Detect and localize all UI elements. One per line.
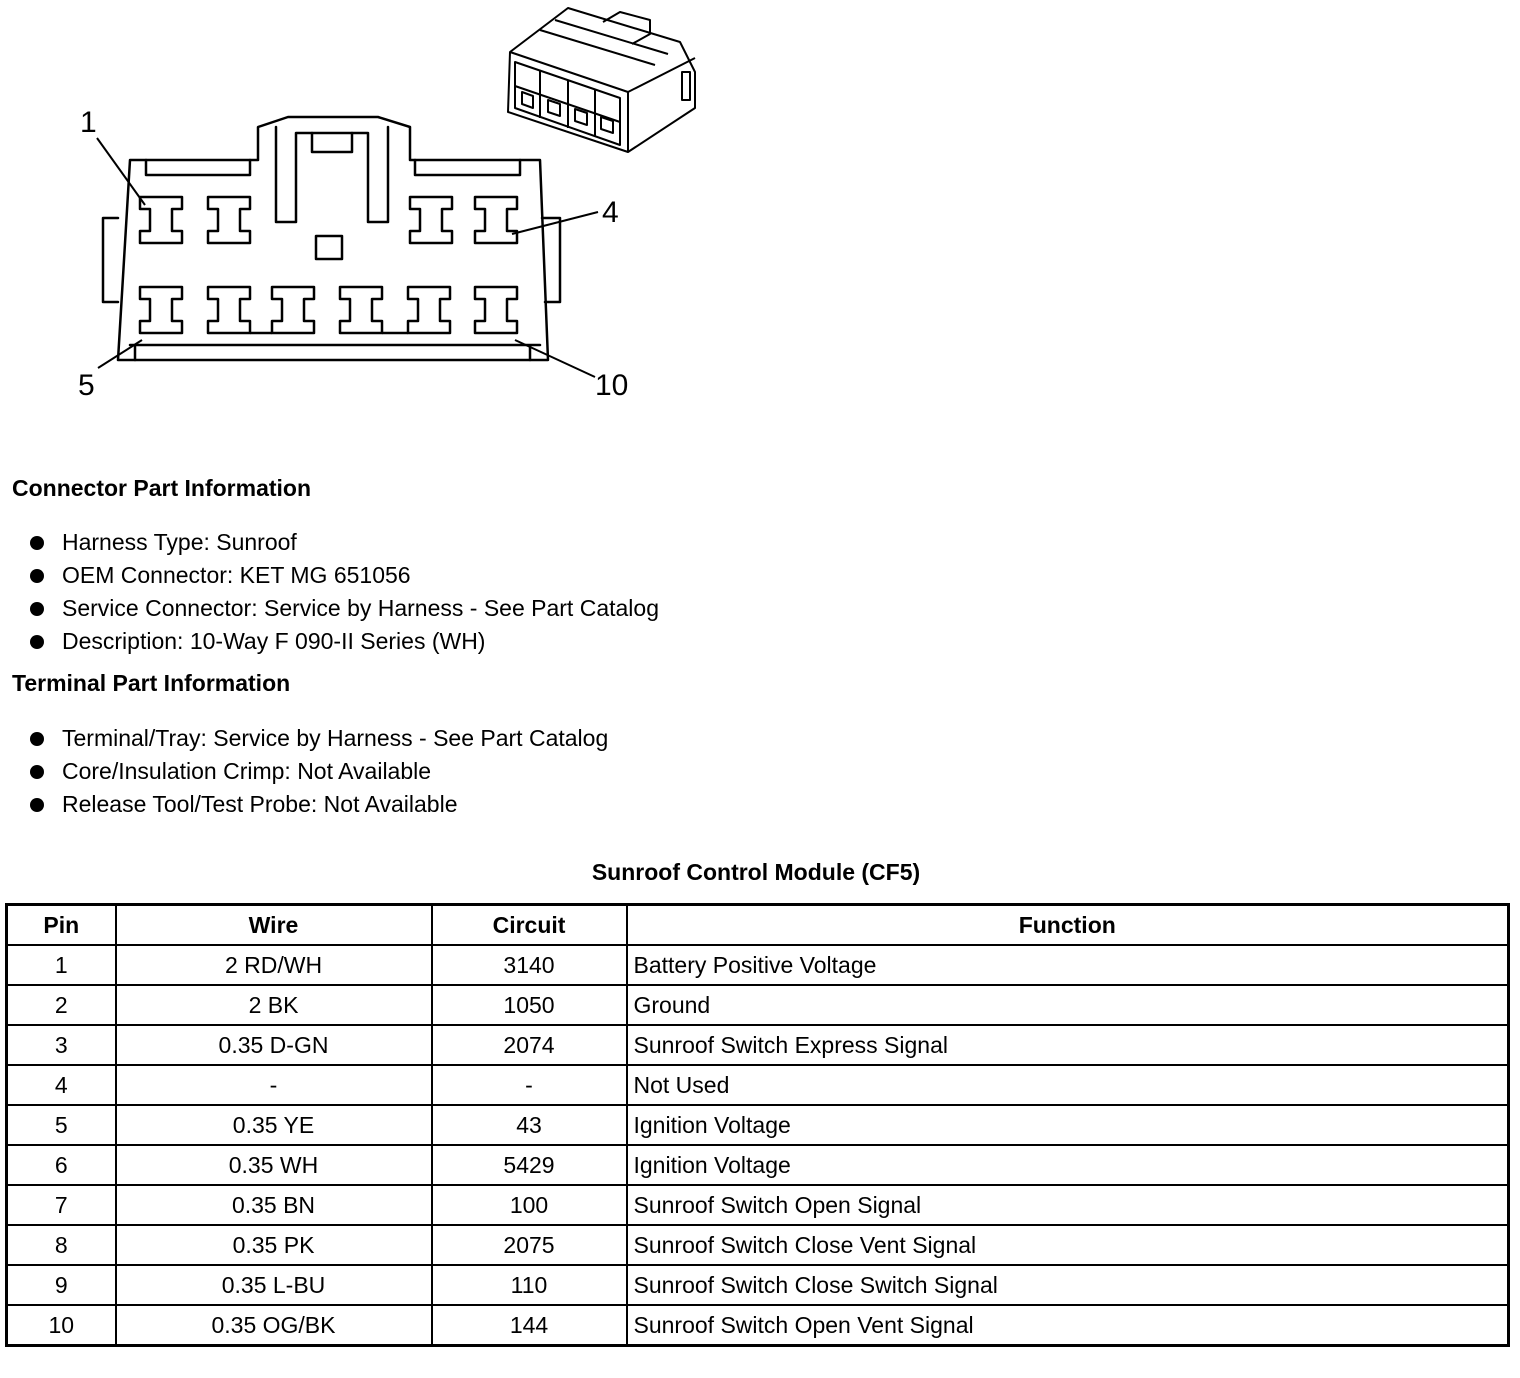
pin-cell: 10: [7, 1305, 116, 1346]
function-cell: Ignition Voltage: [627, 1145, 1509, 1185]
circuit-cell: 144: [432, 1305, 627, 1346]
function-cell: Not Used: [627, 1065, 1509, 1105]
function-cell: Ground: [627, 985, 1509, 1025]
circuit-cell: 1050: [432, 985, 627, 1025]
left-latch: [103, 218, 118, 302]
wire-cell: 0.35 L-BU: [116, 1265, 432, 1305]
wire-cell: 2 BK: [116, 985, 432, 1025]
terminal-cavity: [475, 287, 517, 333]
locking-tab: [276, 127, 388, 222]
connector-info-list: [28, 526, 659, 658]
pin-cell: 4: [7, 1065, 116, 1105]
circuit-cell: 2074: [432, 1025, 627, 1065]
function-cell: Battery Positive Voltage: [627, 945, 1509, 985]
table-row: [7, 1065, 1509, 1105]
connector-info-item: OEM Connector: KET MG 651056: [28, 559, 659, 592]
function-cell: Sunroof Switch Close Vent Signal: [627, 1225, 1509, 1265]
connector-info-item: Harness Type: Sunroof: [28, 526, 659, 559]
terminal-cavity: [410, 197, 452, 243]
circuit-cell: 2075: [432, 1225, 627, 1265]
pin-cell: 8: [7, 1225, 116, 1265]
wire-cell: 0.35 PK: [116, 1225, 432, 1265]
function-cell: Sunroof Switch Open Vent Signal: [627, 1305, 1509, 1346]
connector-info-item: Description: 10-Way F 090-II Series (WH): [28, 625, 659, 658]
table-row: [7, 1185, 1509, 1225]
terminal-info-item: Core/Insulation Crimp: Not Available: [28, 755, 608, 788]
header-wire: Wire: [116, 905, 432, 946]
terminal-cavity: [208, 287, 250, 333]
wire-cell: 0.35 OG/BK: [116, 1305, 432, 1346]
terminal-cavity: [475, 197, 517, 243]
callout-pin-1: 1: [80, 106, 97, 139]
circuit-cell: -: [432, 1065, 627, 1105]
terminal-info-title: Terminal Part Information: [12, 670, 291, 696]
pin-cell: 7: [7, 1185, 116, 1225]
table-row: [7, 1025, 1509, 1065]
circuit-cell: 100: [432, 1185, 627, 1225]
callout-pin-4: 4: [602, 196, 619, 229]
terminal-info-item: Release Tool/Test Probe: Not Available: [28, 788, 608, 821]
pinout-table: [5, 903, 1510, 1347]
pin-cell: 9: [7, 1265, 116, 1305]
circuit-cell: 3140: [432, 945, 627, 985]
center-key: [316, 236, 342, 259]
terminal-cavity: [272, 287, 314, 333]
table-row: [7, 1225, 1509, 1265]
header-pin: Pin: [7, 905, 116, 946]
terminal-cavity: [408, 287, 450, 333]
terminal-cavity: [140, 197, 182, 243]
function-cell: Sunroof Switch Express Signal: [627, 1025, 1509, 1065]
table-row: [7, 1265, 1509, 1305]
pin-cell: 2: [7, 985, 116, 1025]
pin-cell: 1: [7, 945, 116, 985]
pin-cell: 6: [7, 1145, 116, 1185]
wire-cell: 0.35 BN: [116, 1185, 432, 1225]
terminal-info-item: Terminal/Tray: Service by Harness - See Part Catalog: [28, 722, 608, 755]
wire-cell: 0.35 D-GN: [116, 1025, 432, 1065]
table-row: [7, 1145, 1509, 1185]
function-cell: Sunroof Switch Open Signal: [627, 1185, 1509, 1225]
connector-perspective-view: [508, 8, 695, 152]
terminal-cavity: [208, 197, 250, 243]
connector-diagram: [0, 0, 760, 420]
terminal-info-list: [28, 722, 608, 821]
wire-cell: -: [116, 1065, 432, 1105]
table-row: [7, 1105, 1509, 1145]
table-row: [7, 1305, 1509, 1346]
pin-cell: 5: [7, 1105, 116, 1145]
terminal-cavity: [340, 287, 382, 333]
wire-cell: 2 RD/WH: [116, 945, 432, 985]
pin-cell: 3: [7, 1025, 116, 1065]
header-circuit: Circuit: [432, 905, 627, 946]
wire-cell: 0.35 WH: [116, 1145, 432, 1185]
circuit-cell: 110: [432, 1265, 627, 1305]
table-header-row: [7, 905, 1509, 946]
table-row: [7, 945, 1509, 985]
table-row: [7, 985, 1509, 1025]
wire-cell: 0.35 YE: [116, 1105, 432, 1145]
circuit-cell: 5429: [432, 1145, 627, 1185]
circuit-cell: 43: [432, 1105, 627, 1145]
connector-info-item: Service Connector: Service by Harness - See Part Catalog: [28, 592, 659, 625]
callout-pin-5: 5: [78, 369, 95, 402]
table-title: Sunroof Control Module (CF5): [591, 859, 921, 885]
connector-info-title: Connector Part Information: [12, 475, 312, 501]
header-function: Function: [627, 905, 1509, 946]
function-cell: Sunroof Switch Close Switch Signal: [627, 1265, 1509, 1305]
callout-pin-10: 10: [595, 369, 629, 402]
function-cell: Ignition Voltage: [627, 1105, 1509, 1145]
terminal-cavity: [140, 287, 182, 333]
